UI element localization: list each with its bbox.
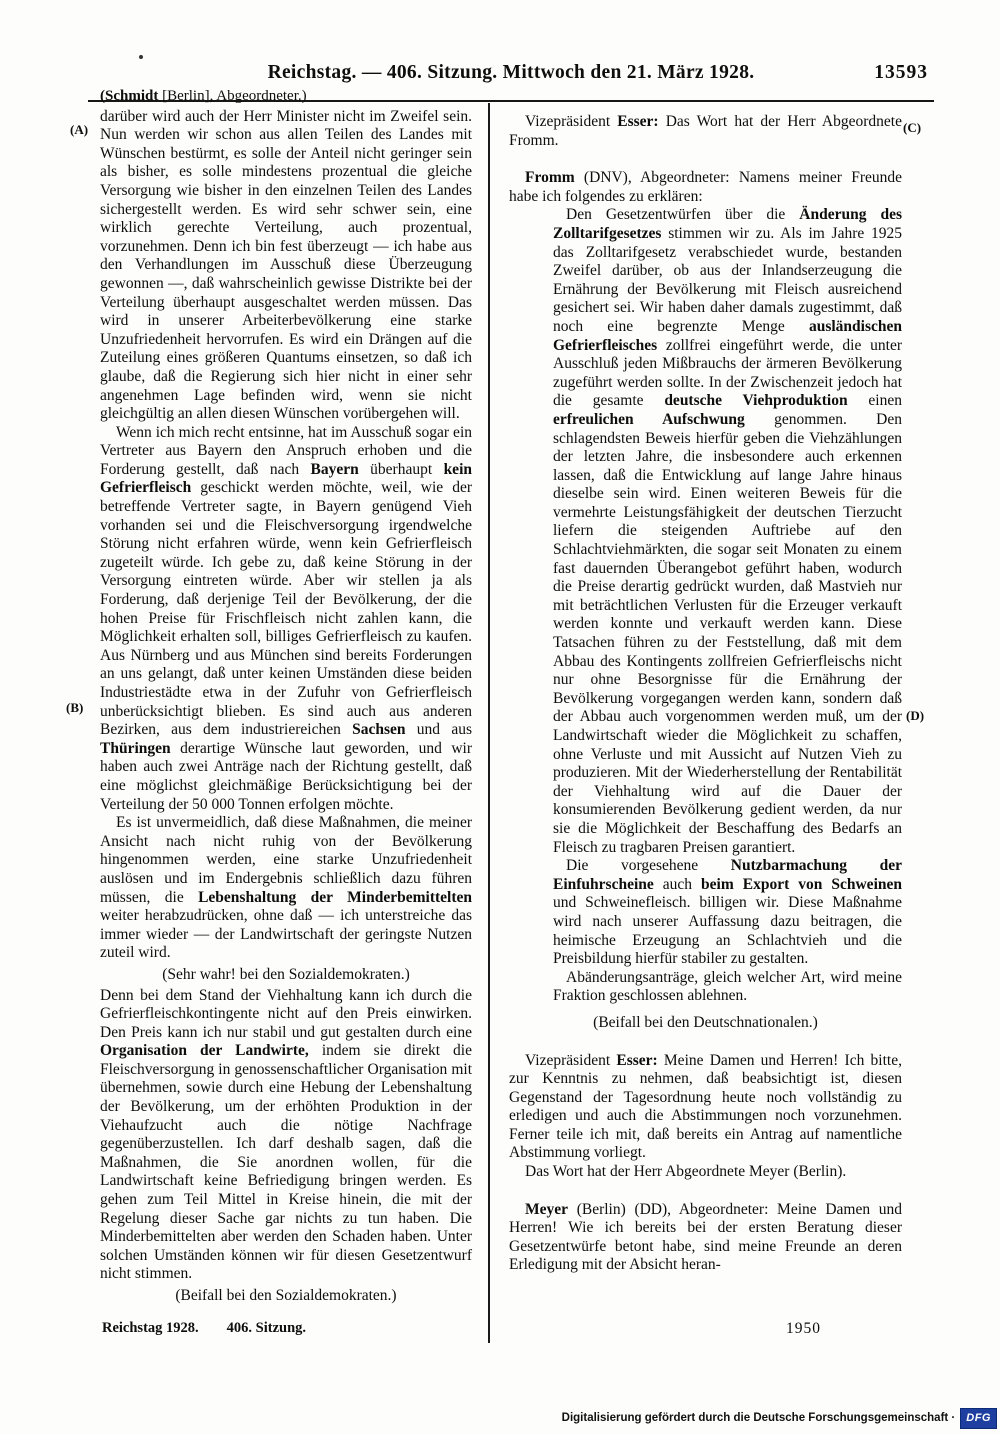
left-column bbox=[100, 87, 472, 1308]
session-footer-volume: Reichstag 1928. bbox=[102, 1320, 199, 1336]
margin-mark-a: (A) bbox=[70, 122, 89, 137]
interjection-note: (Sehr wahr! bei den Sozialdemokraten.) bbox=[162, 965, 410, 983]
paragraph-schmidt-3: Es ist unvermeidlich, daß diese Maßnahmen, die meiner Ansicht nach nicht ruhig von der Bevölkerung hingenommen werden, eine starke Unzufriedenheit auslösen und im Endergebnis schließlich dazu führen müssen, die Lebenshaltung der Minderbemittelten weiter herabzudrücken, ohne daß — ich unterstreiche das immer wieder — der Landwirtschaft der geringste Nutzen zuteil wird. bbox=[100, 814, 472, 962]
session-footer bbox=[102, 1320, 306, 1337]
page-header-title: Reichstag. — 406. Sitzung. Mittwoch den 21. März 1928. bbox=[267, 62, 755, 83]
declaration-block-1: Den Gesetzentwürfen über die Änderung des Zolltarifgesetzes stimmen wir zu. Als im Jahre 1925 das Zolltarifgesetz verabschiedet wurde, bestanden Zweifel darüber, ob aus der Inlandserzeugung die Ernährung der Bevölkerung mit Fleisch ausreichend gesichert sei. Wir haben daher damals zugestimmt, daß noch eine begrenzte Menge ausländischen Gefrierfleisches zollfrei eingeführt werde, die unter Ausschluß jeden Mißbrauchs der ärmeren Bevölkerung zugeführt werden sollte. In der Zwischenzeit jedoch hat die gesamte deutsche Viehproduktion einen erfreulichen Aufschwung genommen. Den schlagendsten Beweis hierfür geben die Viehzählungen der letzten Jahre, die insbesondere auch erkennen lassen, daß die Entwicklung auf lange Jahre hinaus dieselbe sein wird. Einen weiteren Beweis für die vermehrte Leistungsfähigkeit der deutschen Tierzucht liefern die steigenden Auftriebe auf den Schlachtviehmärkten, die sogar seit Monaten zu einem fast dauernden Überangebot geführt haben, wodurch die Preise derartig gedrückt wurden, daß Mastvieh nur mit beträchtlichen Verlusten für die Erzeuger verkauft werden konnte und verkauft werden kann. Diese Tatsachen führen zu der Feststellung, daß mit dem Abbau des Kontingents zollfreien Gefrierfleischs nicht nur ohne Besorgnisse für die Ernährung der Bevölkerung vorgegangen werden kann, sondern daß der Abbau auch vorgenommen werden muß, um der Landwirtschaft wieder die Möglichkeit zu schaffen, ohne Verluste und mit Aussicht auf Nutzen Vieh zu produzieren. Mit der Wiederherstellung der Rentabilität der Viehhaltung wird auf die Dauer der konsumierenden Bevölkerung gedient werden, da nur sie die Möglichkeit der Beschaffung des Bedarfs an Fleisch zu tragbaren Preisen garantiert. bbox=[553, 206, 902, 856]
margin-mark-c: (C) bbox=[903, 120, 922, 135]
paragraph-esser-3: Das Wort hat der Herr Abgeordnete Meyer (Berlin). bbox=[525, 1163, 847, 1181]
applause-note: (Beifall bei den Sozialdemokraten.) bbox=[175, 1287, 397, 1304]
dfg-logo: DFG bbox=[960, 1408, 997, 1429]
column-divider-rule bbox=[488, 103, 490, 1343]
paragraph-schmidt-4: Denn bei dem Stand der Viehhaltung kann ich durch die Gefrierfleischkontingente nicht auf den Preis einwirken. Den Preis kann ich nur stabil und gut gestalten durch eine Organisation der Landwirte, indem sie direkt die Fleischversorgung in genossenschaftlicher Organisation mit übernehmen, sowie durch eine Hebung der Lebenshaltung der Bevölkerung, um der erhöhten Produktion in der Viehaufzucht auch die nötige Nachfrage gegenüberzustellen. Ich darf deshalb sagen, daß die Maßnahmen, die Sie anordnen wollen, für die Landwirtschaft keine Befriedigung bringen werden. Es gehen zum Teil Mittel in Kreise hinein, die mit der Regelung dieser Sache gar nichts zu tun haben. Die Minderbemittelten aber werden den Schaden haben. Unter solchen Umständen können wir für diesen Gesetzentwurf nicht stimmen. bbox=[100, 986, 472, 1283]
paragraph-meyer-1: Meyer (Berlin) (DD), Abgeordneter: Meine Damen und Herren! Wie ich bereits bei der ersten Beratung dieser Gesetzentwürfe betont habe, sind meine Freunde an deren Erledigung mit der Absicht heran- bbox=[509, 1200, 902, 1274]
paragraph-fromm-intro: Fromm (DNV), Abgeordneter: Namens meiner Freunde habe ich folgendes zu erklären: bbox=[509, 169, 902, 205]
margin-mark-d: (D) bbox=[906, 708, 925, 723]
paragraph-esser-1: Vizepräsident Esser: Das Wort hat der Herr Abgeordnete Fromm. bbox=[509, 113, 902, 149]
right-column bbox=[509, 113, 902, 1275]
margin-mark-b: (B) bbox=[66, 700, 84, 715]
speaker-continuation-note: (Schmidt [Berlin], Abgeordneter.) bbox=[100, 88, 307, 104]
dfg-attribution bbox=[562, 1406, 997, 1430]
applause-note: (Beifall bei den Deutschnationalen.) bbox=[593, 1013, 818, 1031]
session-footer-session: 406. Sitzung. bbox=[226, 1320, 307, 1336]
paragraph-schmidt-2: Wenn ich mich recht entsinne, hat im Ausschuß sogar ein Vertreter aus Bayern den Anspruch erhoben und die Forderung gestellt, daß nach Bayern überhaupt kein Gefrierfleisch geschickt werden möchte, weil, wie der betreffende Vertreter sagte, in Bayern genügend Vieh vorhanden sei und die Fleischversorgung irgendwelche Störung nicht erfahren würde, wenn kein Gefrierfleisch zugeteilt würde. Ich gebe zu, daß keine Störung in der Versorgung eintreten würde. Aber wir stellen ja als Forderung, daß derjenige Teil der Bevölkerung, der die hohen Preise für Frischfleisch nicht zahlen kann, die Möglichkeit erhalten soll, billiges Gefrierfleisch zu kaufen. Aus Nürnberg und aus München sind bereits Forderungen an uns gelangt, daß unter keinen Umständen diese beiden Industriestädte etwa in der Zufuhr von Gefrierfleisch unberücksichtigt blieben. Es sind auch aus anderen Bezirken, aus dem industriereichen Sachsen und aus Thüringen derartige Wünsche laut geworden, und wir haben auch zwei Anträge nach der Richtung gestellt, daß eine möglichst gleichmäßige Berücksichtigung bei der Verteilung der 50 000 Tonnen erfolgen möchte. bbox=[100, 423, 472, 813]
page-number: 13593 bbox=[874, 62, 928, 83]
paragraph-esser-2: Vizepräsident Esser: Meine Damen und Herren! Ich bitte, zur Kenntnis zu nehmen, daß beabsichtigt ist, diesen Gegenstand der Tagesordnung heute noch vollständig zu erledigen und auch die Abstimmungen noch vorzunehmen. Ferner teile ich mit, daß bereits ein Antrag auf namentliche Abstimmung vorliegt. bbox=[509, 1051, 902, 1162]
declaration-block-3: Abänderungsanträge, gleich welcher Art, wird meine Fraktion geschlossen ablehnen. bbox=[553, 968, 902, 1005]
dfg-attribution-text: Digitalisierung gefördert durch die Deutsche Forschungsgemeinschaft · bbox=[561, 1412, 956, 1424]
paragraph-schmidt-1: darüber wird auch der Herr Minister nicht im Zweifel sein. Nun werden wir schon aus allen Teilen des Landes mit Wünschen bestürmt, es solle der Anteil nicht geringer sein als bisher, es solle mindestens prozentual die gleiche Versorgung wie bisher in den einzelnen Teilen des Landes sichergestellt werden. Es wird sehr schwer sein, eine wirklich gerechte Verteilung, auch prozentual, vorzunehmen. Denn ich bin fest überzeugt — ich habe aus den Verhandlungen im Ausschuß diese Überzeugung gewonnen —, daß wahrscheinlich gewisse Distrikte bei der Verteilung überhaupt ausgeschaltet werden müssen. Das wird in unserer Arbeiterbevölkerung eine starke Unzufriedenheit hervorrufen. Es wird ein Drängen auf die Zuteilung eines größeren Quantums einsetzen, so daß ich glaube, daß die Regierung sich hier nicht in einer sehr angenehmen Lage befinden wird, wenn sie nicht gleichgültig an allen diesen Wünschen vorübergehen will. bbox=[100, 107, 472, 423]
declaration-block-2: Die vorgesehene Nutzbarmachung der Einfuhrscheine auch beim Export von Schweinen und Schweinefleisch. billigen wir. Diese Maßnahme wird nach unserer Auffassung dazu beitragen, die heimische Erzeugung an Schlachtvieh und die Preisbildung hierfür stabiler zu gestalten. bbox=[553, 857, 903, 968]
scan-speck bbox=[139, 55, 143, 59]
sheet-number: 1950 bbox=[786, 1320, 821, 1337]
